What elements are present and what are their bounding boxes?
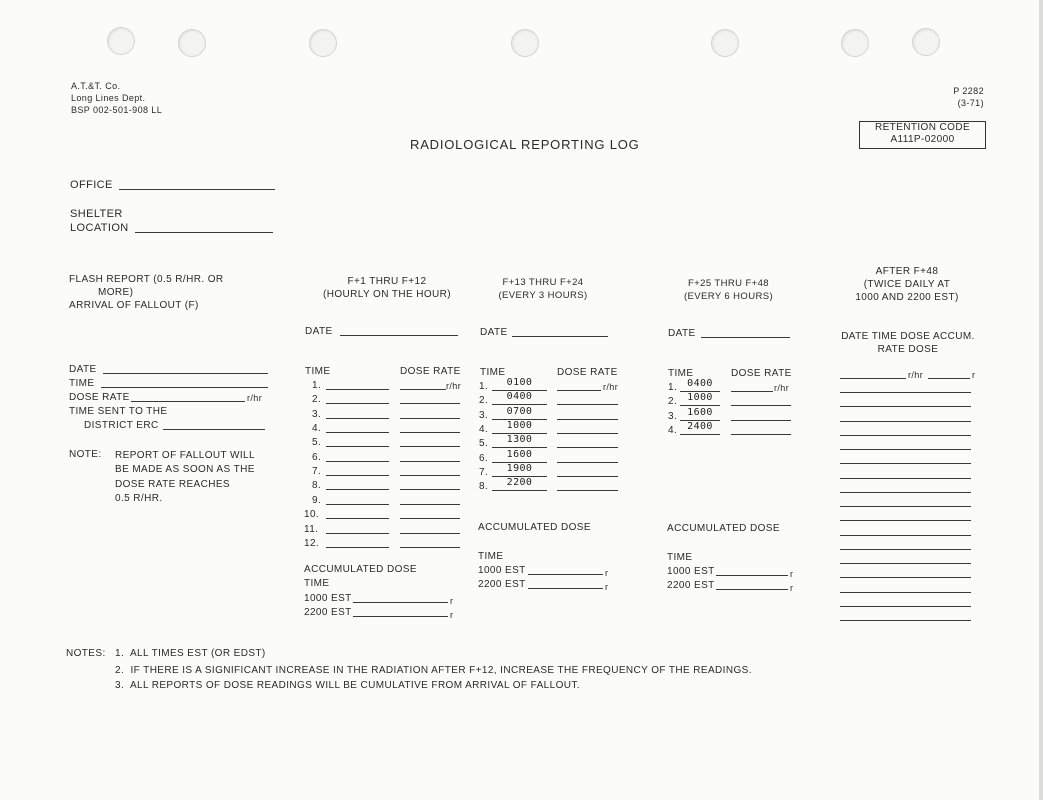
row-number: 6. <box>479 452 489 464</box>
handwritten-time[interactable]: 1600 <box>687 406 713 418</box>
col1-acc-unit: r <box>450 610 454 620</box>
flash-date-label: DATE <box>69 364 97 375</box>
flash-heading-line: MORE) <box>98 287 134 298</box>
dose-rate-field[interactable] <box>400 461 460 462</box>
punch-hole <box>841 29 869 57</box>
time-sent-label: DISTRICT ERC <box>84 420 159 431</box>
time-field[interactable] <box>326 389 389 390</box>
form-number-date: (3-71) <box>957 98 984 108</box>
row-number: 5. <box>479 438 489 450</box>
dose-rate-field[interactable] <box>400 475 460 476</box>
log-entry-line[interactable] <box>840 620 971 621</box>
note-line: BE MADE AS SOON AS THE <box>115 464 255 476</box>
punch-hole <box>511 29 539 57</box>
punch-hole <box>178 29 206 57</box>
log-entry-line[interactable] <box>840 592 971 593</box>
col2-heading-line: (EVERY 3 HOURS) <box>498 290 588 301</box>
dose-rate-field[interactable] <box>400 389 446 390</box>
row-number: 4. <box>668 424 678 436</box>
time-field[interactable] <box>326 432 389 433</box>
row-number: 2. <box>312 394 322 406</box>
col1-date-field[interactable] <box>340 335 458 336</box>
time-sent-field[interactable] <box>163 429 265 430</box>
time-sent-label: TIME SENT TO THE <box>69 406 168 417</box>
col1-acc-time: TIME <box>304 578 330 589</box>
row-number: 7. <box>479 466 489 478</box>
row-number: 4. <box>312 423 322 435</box>
col3-acc-2200-field[interactable] <box>716 589 788 590</box>
dose-rate-field[interactable] <box>400 504 460 505</box>
dose-rate-field[interactable] <box>557 462 618 463</box>
log-entry-line[interactable] <box>840 449 971 450</box>
time-field[interactable] <box>326 547 389 548</box>
col4-heading-line: (TWICE DAILY AT <box>863 279 951 290</box>
col4-subheading <box>838 330 978 356</box>
dose-rate-field[interactable] <box>731 405 791 406</box>
flash-heading-line: ARRIVAL OF FALLOUT (F) <box>69 300 199 311</box>
note-item: 2. IF THERE IS A SIGNIFICANT INCREASE IN THE RADIATION AFTER F+12, INCREASE THE FREQUENCY OF THE READINGS. <box>115 665 752 676</box>
col1-acc-1000: 1000 EST <box>304 593 352 604</box>
dose-rate-field[interactable] <box>557 490 618 491</box>
log-entry-line[interactable] <box>840 606 971 607</box>
punch-hole <box>711 29 739 57</box>
log-entry-line[interactable] <box>840 421 971 422</box>
flash-dose-label: DOSE RATE <box>69 392 130 403</box>
log-entry-line[interactable] <box>840 463 971 464</box>
retention-box <box>859 121 986 149</box>
flash-dose-field[interactable] <box>131 401 245 402</box>
row-number: 11. <box>304 523 319 535</box>
row-number: 1. <box>312 380 322 391</box>
col3-acc-time: TIME <box>667 552 693 563</box>
note-label: NOTE: <box>69 449 102 460</box>
log-entry-line[interactable] <box>840 435 971 436</box>
flash-dose-unit: r/hr <box>247 393 263 403</box>
col3-heading-line: F+25 THRU F+48 <box>688 278 769 289</box>
time-field[interactable] <box>326 518 389 519</box>
handwritten-time[interactable]: 1600 <box>506 448 533 460</box>
note-text <box>115 449 255 506</box>
page-title: RADIOLOGICAL REPORTING LOG <box>410 137 640 152</box>
time-field[interactable] <box>326 475 389 476</box>
dose-rate-field[interactable] <box>557 390 601 391</box>
col4-heading-line: 1000 AND 2200 EST) <box>855 292 959 303</box>
dose-rate-field[interactable] <box>400 518 460 519</box>
col2-dose-header: DOSE RATE <box>557 367 618 378</box>
col1-time-header: TIME <box>305 366 331 377</box>
row-number: 1. <box>668 382 678 393</box>
col4-subheading-line: RATE DOSE <box>877 344 939 355</box>
col4-first-rate-field[interactable] <box>840 378 906 379</box>
dose-rate-field[interactable] <box>400 533 460 534</box>
col1-acc-unit: r <box>450 596 454 606</box>
dose-rate-field[interactable] <box>557 433 618 434</box>
row-number: 7. <box>312 466 322 478</box>
row-number: 8. <box>479 481 489 493</box>
log-entry-line[interactable] <box>840 520 971 521</box>
col2-acc-label: ACCUMULATED DOSE <box>478 522 591 533</box>
company-block <box>71 80 162 116</box>
col2-acc-1000: 1000 EST <box>478 565 526 576</box>
flash-date-field[interactable] <box>103 373 268 374</box>
dose-rate-field[interactable] <box>731 434 791 435</box>
retention-label: RETENTION CODE <box>874 122 971 133</box>
dose-rate-field[interactable] <box>400 403 460 404</box>
row-number: 3. <box>479 409 489 421</box>
col2-date-label: DATE <box>480 327 508 338</box>
col1-acc-2200-field[interactable] <box>353 616 448 617</box>
shelter-label: SHELTER <box>70 208 123 220</box>
col3-acc-1000-field[interactable] <box>716 575 788 576</box>
handwritten-time[interactable]: 0700 <box>506 405 533 417</box>
row-number: 10. <box>304 509 320 521</box>
col1-unit: r/hr <box>446 381 462 391</box>
company-dept: Long Lines Dept. <box>71 93 146 103</box>
log-entry-line[interactable] <box>840 506 971 507</box>
notes-label: NOTES: <box>66 648 106 659</box>
col3-acc-unit: r <box>790 569 794 579</box>
row-number: 2. <box>479 395 489 407</box>
col3-acc-1000: 1000 EST <box>667 566 715 577</box>
row-number: 3. <box>668 410 678 422</box>
col1-acc-2200: 2200 EST <box>304 607 352 618</box>
flash-time-field[interactable] <box>101 387 268 388</box>
col2-heading-line: F+13 THRU F+24 <box>502 277 584 288</box>
dose-rate-field[interactable] <box>400 446 460 447</box>
log-entry-line[interactable] <box>840 492 971 493</box>
time-field[interactable] <box>326 403 389 404</box>
time-field[interactable] <box>326 461 389 462</box>
col1-heading-line: F+1 THRU F+12 <box>347 276 427 287</box>
note-item: 1. ALL TIMES EST (OR EDST) <box>115 648 266 659</box>
handwritten-time[interactable]: 0100 <box>506 377 533 388</box>
col4-first-dose-field[interactable] <box>928 378 970 379</box>
handwritten-time[interactable]: 1300 <box>506 434 533 446</box>
col2-acc-time: TIME <box>478 551 504 562</box>
col2-heading <box>488 276 598 302</box>
flash-heading <box>69 273 224 312</box>
log-entry-line[interactable] <box>840 406 971 407</box>
col3-acc-unit: r <box>790 583 794 593</box>
time-field[interactable] <box>326 489 389 490</box>
office-field[interactable] <box>119 189 275 190</box>
col3-acc-label: ACCUMULATED DOSE <box>667 523 780 534</box>
handwritten-time[interactable]: 1900 <box>506 462 533 474</box>
col2-acc-2200-field[interactable] <box>528 588 603 589</box>
col1-acc-label: ACCUMULATED DOSE <box>304 564 417 575</box>
time-field[interactable] <box>326 446 389 447</box>
col1-heading-line: (HOURLY ON THE HOUR) <box>322 289 451 300</box>
row-number: 2. <box>668 396 678 408</box>
flash-heading-line: FLASH REPORT (0.5 R/HR. OR <box>69 274 224 285</box>
location-label: LOCATION <box>70 222 129 234</box>
dose-rate-field[interactable] <box>731 420 791 421</box>
row-number: 12. <box>304 537 320 549</box>
time-field[interactable] <box>326 418 389 419</box>
dose-rate-field[interactable] <box>557 476 618 477</box>
log-entry-line[interactable] <box>840 577 971 578</box>
col4-heading-line: AFTER F+48 <box>875 266 939 277</box>
note-line: 0.5 R/HR. <box>115 492 163 504</box>
punch-hole <box>309 29 337 57</box>
time-field[interactable] <box>326 533 389 534</box>
handwritten-time[interactable]: 0400 <box>687 378 713 389</box>
log-entry-line[interactable] <box>840 478 971 479</box>
col3-date-label: DATE <box>668 328 696 339</box>
col3-unit: r/hr <box>774 383 790 393</box>
col1-acc-1000-field[interactable] <box>353 602 448 603</box>
handwritten-time[interactable]: 1000 <box>687 392 713 404</box>
col4-subheading-line: DATE TIME DOSE ACCUM. <box>841 331 975 342</box>
col4-unit-rhr: r/hr <box>908 370 924 380</box>
row-number: 3. <box>312 408 322 420</box>
row-number: 5. <box>312 437 322 449</box>
company-name: A.T.&T. Co. <box>71 81 121 91</box>
col4-unit-r: r <box>972 370 976 380</box>
row-number: 1. <box>479 381 489 392</box>
dose-rate-field[interactable] <box>731 391 773 392</box>
time-field[interactable] <box>326 504 389 505</box>
dose-rate-field[interactable] <box>400 547 460 548</box>
row-number: 9. <box>312 494 322 506</box>
log-entry-line[interactable] <box>840 535 971 536</box>
retention-code: A111P-02000 <box>890 134 955 145</box>
col2-unit: r/hr <box>603 382 619 392</box>
row-number: 4. <box>479 423 489 435</box>
dose-rate-field[interactable] <box>400 432 460 433</box>
col2-acc-unit: r <box>605 568 609 578</box>
col2-acc-2200: 2200 EST <box>478 579 526 590</box>
col3-heading-line: (EVERY 6 HOURS) <box>683 291 774 302</box>
dose-rate-field[interactable] <box>400 418 460 419</box>
time-field[interactable] <box>680 434 720 435</box>
dose-rate-field[interactable] <box>557 447 618 448</box>
punch-hole <box>107 27 135 55</box>
row-number: 6. <box>312 451 322 463</box>
office-label: OFFICE <box>70 179 113 191</box>
col4-heading <box>847 265 967 304</box>
col3-acc-2200: 2200 EST <box>667 580 715 591</box>
handwritten-time[interactable]: 0400 <box>506 391 533 403</box>
row-number: 8. <box>312 480 322 492</box>
log-entry-line[interactable] <box>840 392 971 393</box>
time-field[interactable] <box>492 490 547 491</box>
col2-acc-unit: r <box>605 582 609 592</box>
log-entry-line[interactable] <box>840 549 971 550</box>
log-entry-line[interactable] <box>840 563 971 564</box>
dose-rate-field[interactable] <box>557 404 618 405</box>
form-number <box>944 85 984 109</box>
punch-hole <box>912 28 940 56</box>
col3-date-field[interactable] <box>701 337 790 338</box>
col2-time-header: TIME <box>480 367 506 378</box>
company-code: BSP 002-501-908 LL <box>71 105 163 115</box>
col3-dose-header: DOSE RATE <box>731 368 792 379</box>
col2-acc-1000-field[interactable] <box>528 574 603 575</box>
note-line: DOSE RATE REACHES <box>115 478 230 490</box>
col2-date-field[interactable] <box>512 336 608 337</box>
location-field[interactable] <box>135 232 273 233</box>
note-line: REPORT OF FALLOUT WILL <box>115 450 255 461</box>
handwritten-time[interactable]: 1000 <box>506 419 533 431</box>
col1-dose-header: DOSE RATE <box>400 366 461 377</box>
note-item: 3. ALL REPORTS OF DOSE READINGS WILL BE CUMULATIVE FROM ARRIVAL OF FALLOUT. <box>115 680 580 691</box>
dose-rate-field[interactable] <box>557 419 618 420</box>
form-number-code: P 2282 <box>953 86 984 96</box>
col1-date-label: DATE <box>305 326 333 337</box>
paper-edge <box>1039 0 1043 800</box>
col3-time-header: TIME <box>668 368 694 379</box>
dose-rate-field[interactable] <box>400 489 460 490</box>
flash-time-label: TIME <box>69 378 95 389</box>
handwritten-time[interactable]: 2200 <box>506 477 533 489</box>
col1-heading <box>312 275 462 301</box>
handwritten-time[interactable]: 2400 <box>687 420 713 432</box>
col3-heading <box>671 277 786 303</box>
